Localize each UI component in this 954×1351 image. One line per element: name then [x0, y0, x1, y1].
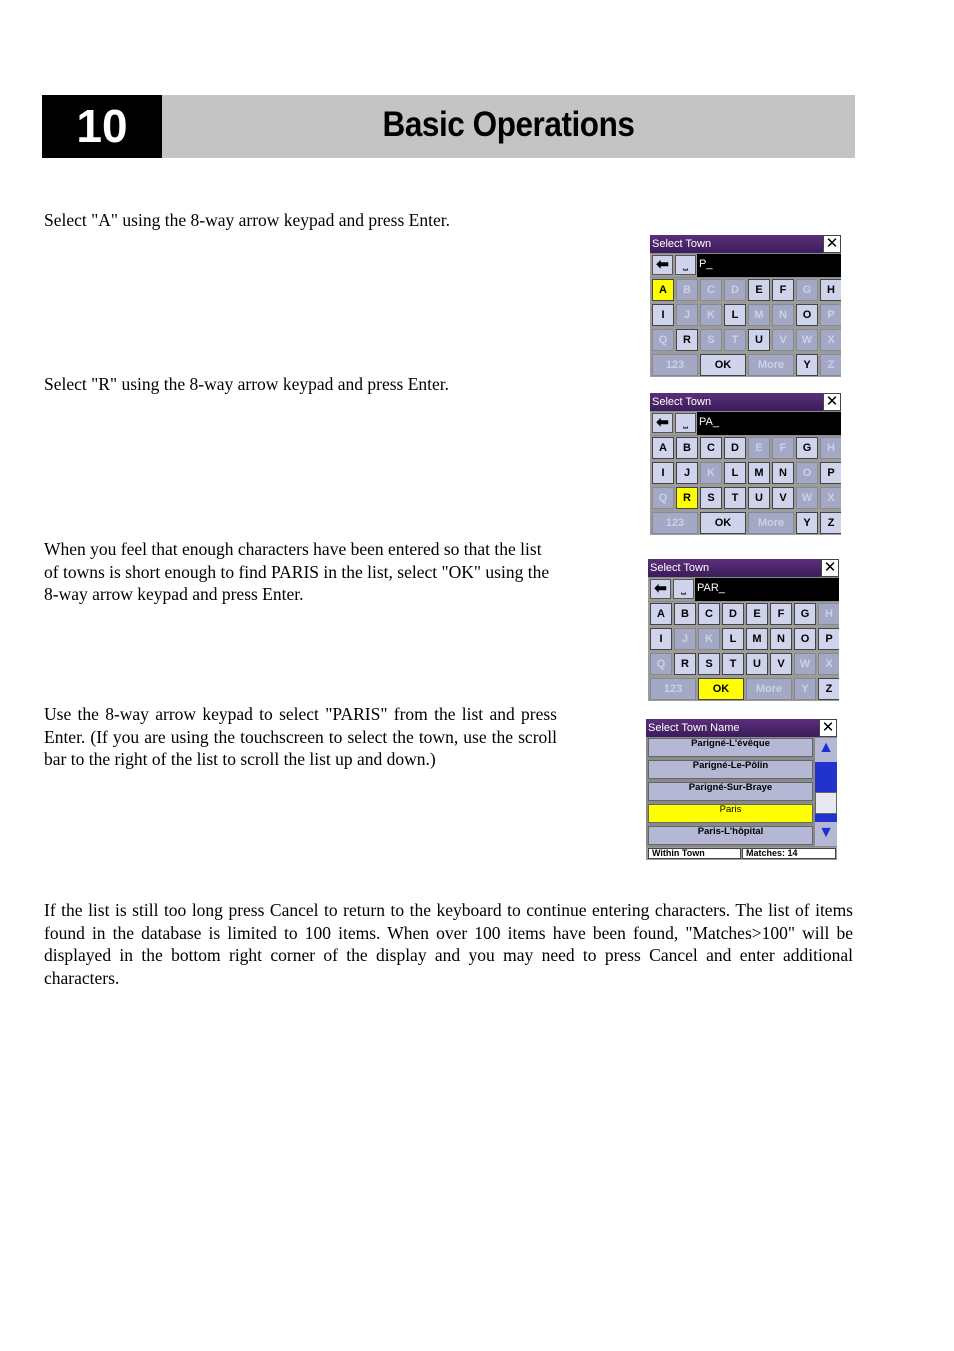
list-item[interactable]: Paris-L'hôpital: [648, 826, 813, 845]
key-x[interactable]: X: [818, 653, 839, 675]
list-title: Select Town Name: [648, 722, 740, 734]
select-town-screen-2: [650, 393, 841, 535]
backspace-arrow-icon[interactable]: ⬅: [652, 413, 673, 433]
key-ok[interactable]: OK: [700, 512, 746, 534]
key-z[interactable]: Z: [820, 512, 841, 534]
key-o[interactable]: O: [794, 628, 816, 650]
town-entry-field[interactable]: P_: [697, 254, 841, 277]
key-r[interactable]: R: [676, 487, 698, 509]
key-v[interactable]: V: [772, 487, 794, 509]
key-i[interactable]: I: [652, 304, 674, 326]
key-n[interactable]: N: [772, 462, 794, 484]
space-key[interactable]: ⎵: [673, 579, 694, 599]
instruction-select-paris: Use the 8-way arrow keypad to select "PARIS" from the list and press Enter. (If you are using the touchscreen to select the town, use the scroll bar to the right of the list to scroll the list up and down.): [44, 704, 557, 769]
key-h[interactable]: H: [820, 279, 841, 301]
key-n[interactable]: N: [770, 628, 792, 650]
select-town-screen-1: [650, 235, 841, 377]
input-row: [650, 412, 841, 435]
key-z[interactable]: Z: [820, 354, 841, 376]
scrollbar[interactable]: [815, 738, 837, 846]
close-icon[interactable]: ✕: [819, 719, 837, 737]
key-f[interactable]: F: [772, 279, 794, 301]
screen-title: Select Town: [652, 238, 712, 250]
key-b[interactable]: B: [676, 279, 698, 301]
scroll-thumb[interactable]: [815, 792, 837, 814]
input-row: [650, 254, 841, 277]
scroll-track-upper[interactable]: [815, 762, 837, 792]
key-d[interactable]: D: [724, 437, 746, 459]
key-o[interactable]: O: [796, 304, 818, 326]
scroll-track-lower[interactable]: [815, 814, 837, 822]
key-s[interactable]: S: [700, 329, 722, 351]
town-entry-field[interactable]: PAR_: [695, 578, 839, 601]
close-icon[interactable]: ✕: [823, 393, 841, 411]
within-town-label: Within Town: [648, 848, 741, 859]
key-w[interactable]: W: [796, 329, 818, 351]
key-r[interactable]: R: [676, 329, 698, 351]
screen-title: Select Town: [650, 562, 710, 574]
key-c[interactable]: C: [698, 603, 720, 625]
scroll-down-arrow-icon[interactable]: ▼: [818, 824, 834, 841]
key-w[interactable]: W: [796, 487, 818, 509]
key-p[interactable]: P: [818, 628, 839, 650]
close-icon[interactable]: ✕: [823, 235, 841, 253]
key-b[interactable]: B: [674, 603, 696, 625]
key-p[interactable]: P: [820, 304, 841, 326]
town-entry-field[interactable]: PA_: [697, 412, 841, 435]
key-t[interactable]: T: [724, 329, 746, 351]
key-a[interactable]: A: [652, 279, 674, 301]
key-c[interactable]: C: [700, 437, 722, 459]
key-123[interactable]: 123: [650, 678, 696, 700]
keyboard: [650, 436, 841, 535]
key-s[interactable]: S: [700, 487, 722, 509]
close-icon[interactable]: ✕: [821, 559, 839, 577]
chapter-title: Basic Operations: [382, 105, 635, 144]
chapter-number: 10: [42, 95, 162, 158]
key-j[interactable]: J: [674, 628, 696, 650]
key-z[interactable]: Z: [818, 678, 839, 700]
key-m[interactable]: M: [748, 304, 770, 326]
key-j[interactable]: J: [676, 304, 698, 326]
space-key[interactable]: ⎵: [675, 255, 696, 275]
key-h[interactable]: H: [818, 603, 839, 625]
key-more[interactable]: More: [748, 354, 794, 376]
key-e[interactable]: E: [746, 603, 768, 625]
list-item[interactable]: Parigné-L'évêque: [648, 738, 813, 757]
key-v[interactable]: V: [772, 329, 794, 351]
key-e[interactable]: E: [748, 437, 770, 459]
key-u[interactable]: U: [748, 329, 770, 351]
key-y[interactable]: Y: [794, 678, 816, 700]
key-k[interactable]: K: [700, 462, 722, 484]
backspace-arrow-icon[interactable]: ⬅: [650, 579, 671, 599]
key-t[interactable]: T: [722, 653, 744, 675]
space-key[interactable]: ⎵: [675, 413, 696, 433]
key-y[interactable]: Y: [796, 354, 818, 376]
key-l[interactable]: L: [724, 462, 746, 484]
key-i[interactable]: I: [652, 462, 674, 484]
key-c[interactable]: C: [700, 279, 722, 301]
key-123[interactable]: 123: [652, 512, 698, 534]
key-a[interactable]: A: [652, 437, 674, 459]
key-d[interactable]: D: [724, 279, 746, 301]
list-item[interactable]: Parigné-Sur-Braye: [648, 782, 813, 801]
key-b[interactable]: B: [676, 437, 698, 459]
titlebar: [648, 559, 839, 577]
list-item-selected[interactable]: Paris: [648, 804, 813, 823]
titlebar: [650, 393, 841, 411]
chapter-title-bar: [162, 95, 855, 158]
key-y[interactable]: Y: [796, 512, 818, 534]
key-g[interactable]: G: [796, 279, 818, 301]
input-row: [648, 578, 839, 601]
select-town-screen-3: [648, 559, 839, 701]
key-m[interactable]: M: [746, 628, 768, 650]
scroll-up-arrow-icon[interactable]: ▲: [818, 739, 834, 756]
key-ok[interactable]: OK: [700, 354, 746, 376]
key-x[interactable]: X: [820, 329, 841, 351]
backspace-arrow-icon[interactable]: ⬅: [652, 255, 673, 275]
list-titlebar: [646, 719, 837, 737]
key-a[interactable]: A: [650, 603, 672, 625]
select-town-name-screen: [646, 719, 837, 860]
key-k[interactable]: K: [698, 628, 720, 650]
key-n[interactable]: N: [772, 304, 794, 326]
key-s[interactable]: S: [698, 653, 720, 675]
key-e[interactable]: E: [748, 279, 770, 301]
list-item[interactable]: Parigné-Le-Pôlin: [648, 760, 813, 779]
key-o[interactable]: O: [796, 462, 818, 484]
keyboard: [650, 278, 841, 377]
list-footer: [646, 847, 837, 860]
key-l[interactable]: L: [722, 628, 744, 650]
instruction-select-a: Select "A" using the 8-way arrow keypad and press Enter.: [44, 210, 450, 230]
key-w[interactable]: W: [794, 653, 816, 675]
key-ok[interactable]: OK: [698, 678, 744, 700]
key-h[interactable]: H: [820, 437, 841, 459]
key-j[interactable]: J: [676, 462, 698, 484]
instruction-select-r: Select "R" using the 8-way arrow keypad and press Enter.: [44, 374, 450, 394]
key-f[interactable]: F: [772, 437, 794, 459]
key-r[interactable]: R: [674, 653, 696, 675]
key-t[interactable]: T: [724, 487, 746, 509]
key-p[interactable]: P: [820, 462, 841, 484]
key-more[interactable]: More: [748, 512, 794, 534]
key-g[interactable]: G: [796, 437, 818, 459]
key-u[interactable]: U: [746, 653, 768, 675]
titlebar: [650, 235, 841, 253]
key-l[interactable]: L: [724, 304, 746, 326]
key-q[interactable]: Q: [652, 487, 674, 509]
key-g[interactable]: G: [794, 603, 816, 625]
key-v[interactable]: V: [770, 653, 792, 675]
matches-count: Matches: 14: [742, 848, 836, 859]
keyboard: [648, 602, 839, 701]
key-q[interactable]: Q: [652, 329, 674, 351]
key-q[interactable]: Q: [650, 653, 672, 675]
key-123[interactable]: 123: [652, 354, 698, 376]
key-x[interactable]: X: [820, 487, 841, 509]
instruction-list-too-long: If the list is still too long press Cancel to return to the keyboard to continue entering characters. The list of items found in the database is limited to 100 items. When over 100 items have been found, "Matches>100" will be displayed in the bottom right corner of the display and you may need to press Cancel and enter additional characters.: [44, 900, 853, 988]
key-d[interactable]: D: [722, 603, 744, 625]
screen-title: Select Town: [652, 396, 712, 408]
instruction-select-ok: When you feel that enough characters have been entered so that the list of towns is short enough to find PARIS in the list, select "OK" using the 8-way arrow keypad and press Enter.: [44, 539, 550, 604]
key-i[interactable]: I: [650, 628, 672, 650]
key-f[interactable]: F: [770, 603, 792, 625]
key-m[interactable]: M: [748, 462, 770, 484]
key-more[interactable]: More: [746, 678, 792, 700]
key-u[interactable]: U: [748, 487, 770, 509]
key-k[interactable]: K: [700, 304, 722, 326]
